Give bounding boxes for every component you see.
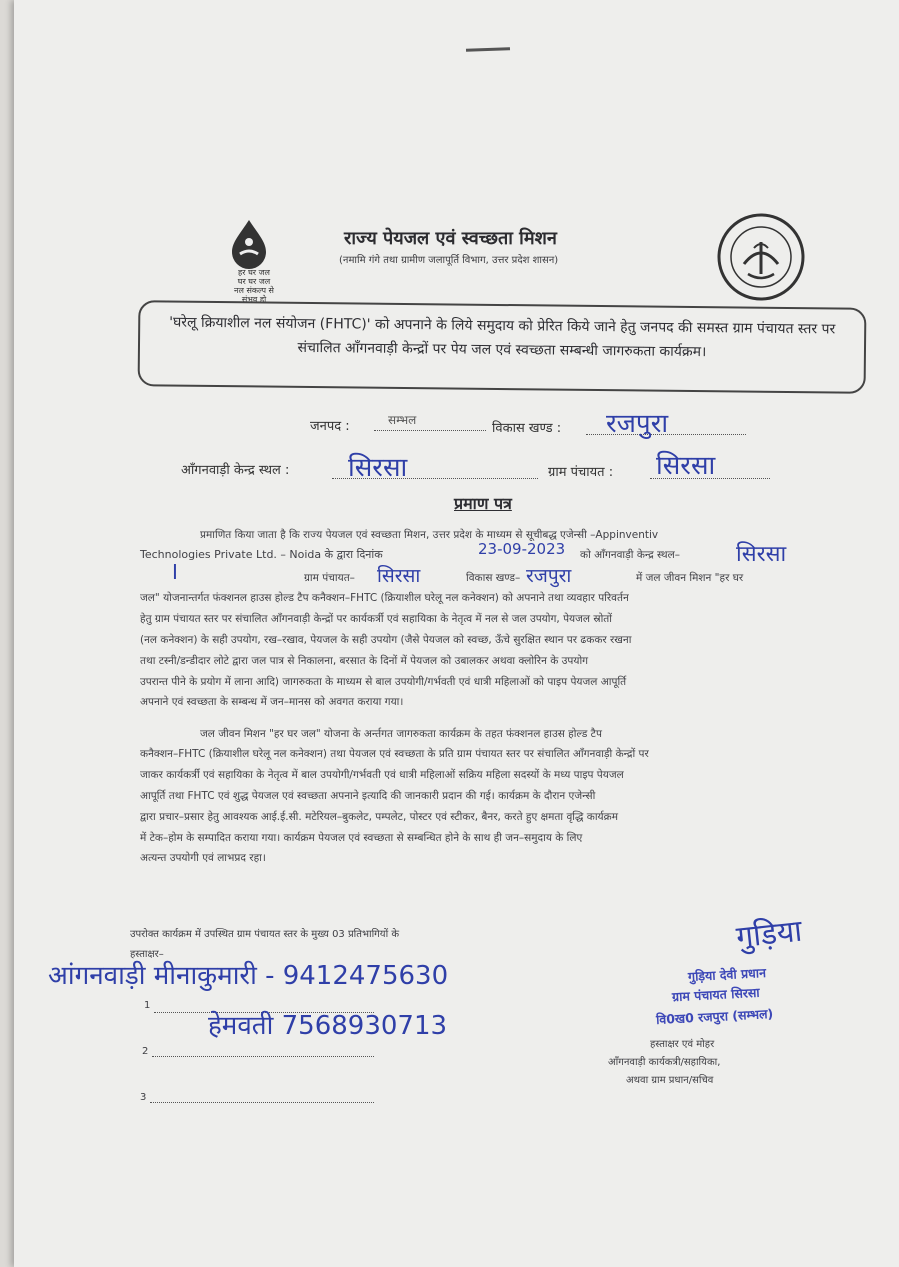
para1-line3a: ग्राम पंचायत–: [304, 572, 355, 584]
gram-handwritten-2: सिरसा: [377, 565, 421, 587]
para2-line5: द्वारा प्रचार–प्रसार हेतु आवश्यक आई.ई.सी. मटेरियल–बुकलेट, पम्पलेट, पोस्टर एवं स्टीकर, बैनर, करते हुए क्षमता वृद्धि कार्यक्रम: [140, 811, 618, 823]
date-handwritten: 23-09-2023: [478, 540, 566, 558]
stamp-line-1: गुड़िया देवी प्रधान: [687, 964, 767, 985]
certificate-page: [14, 0, 899, 1267]
participant-2-handwritten: हेमवती 7568930713: [208, 1011, 448, 1041]
participant-1-handwritten: आंगनवाड़ी मीनाकुमारी - 9412475630: [48, 961, 449, 991]
anganwadi-kendra-label: ऑंगनवाड़ी केन्द्र स्थल :: [181, 463, 290, 478]
vikas-handwritten-2: रजपुरा: [526, 565, 572, 587]
para2-line7: अत्यन्त उपयोगी एवं लाभप्रद रहा।: [140, 852, 266, 864]
banner-text: 'घरेलू क्रियाशील नल संयोजन (FHTC)' को अपनाने के लिये समुदाय को प्रेरित किये जाने हेतु जनपद की समस्त ग्राम पंचायत स्तर पर संचालित ऑंगनवाड़ी केन्द्रों पर पेय जल एवं स्वच्छता सम्बन्धी जागरुकता कार्यक्रम।: [169, 314, 836, 361]
gram-panchayat-label: ग्राम पंचायत :: [548, 465, 614, 480]
para1-line7: तथा टस्नी/डन्डीदार लोटे द्वारा जल पात्र से निकालना, बरसात के दिनों में पेयजल को उबालकर अथवा क्लोरिन के उपयोग: [140, 655, 589, 667]
anganwadi-kendra-handwritten: सिरसा: [348, 453, 408, 483]
para2-line2: कनैक्शन–FHTC (क्रियाशील घरेलू नल कनेक्शन) तथा पेयजल एवं स्वच्छता के प्रति ग्राम पंचायत स्तर पर संचालित ऑंगनवाड़ी केन्द्रों पर: [140, 748, 649, 760]
signature-caption-1: हस्ताक्षर एवं मोहर: [650, 1039, 715, 1050]
participant-3-dotline: [150, 1088, 374, 1103]
para1-line2a: Technologies Private Ltd. – Noida के द्वारा दिनांक: [140, 548, 383, 561]
mark-handwritten: I: [172, 560, 178, 584]
para1-line1: प्रमाणित किया जाता है कि राज्य पेयजल एवं स्वच्छता मिशन, उत्तर प्रदेश के माध्यम से सूचीबद्ध एजेन्सी –Appinventiv: [200, 529, 659, 541]
participant-2-dotline: [152, 1042, 374, 1057]
para1-line3b: विकास खण्ड–: [466, 572, 521, 584]
signature-scribble: गुड़िया: [734, 913, 804, 956]
vikas-khand-handwritten: रजपुरा: [606, 409, 669, 439]
water-drop-logo-icon: [228, 218, 270, 270]
logo-caption: हर घर जल घर घर जल नल संकल्प से संभव हो: [234, 268, 274, 304]
kendra-handwritten-2: सिरसा: [736, 542, 787, 567]
page-subtitle: (नमामि गंगे तथा ग्रामीण जलापूर्ति विभाग, उत्तर प्रदेश शासन): [339, 255, 559, 266]
participant-1-number: 1: [144, 1000, 151, 1011]
para1-line4: जल" योजनान्तर्गत फंक्शनल हाउस होल्ड टैप कनैक्शन–FHTC (क्रियाशील घरेलू नल कनेक्शन) को अपनाने तथा व्यवहार परिवर्तन: [140, 592, 629, 604]
participant-2-number: 2: [142, 1046, 149, 1057]
page-title: राज्य पेयजल एवं स्वच्छता मिशन: [344, 228, 557, 249]
program-banner: [138, 300, 867, 394]
para2-line1: जल जीवन मिशन "हर घर जल" योजना के अर्न्तगत जागरुकता कार्यक्रम के तहत फंक्शनल हाउस होल्ड टैप: [200, 728, 602, 740]
para1-line8: उपरान्त पीने के प्रयोग में लाना आदि) जागरुकता के माध्यम से बाल उपयोगी/गर्भवती एवं धात्री महिलाओं को पाइप पेयजल आपूर्ति: [140, 676, 627, 688]
para2-line3: जाकर कार्यकर्त्री एवं सहायिका के नेतृत्व में बाल उपयोगी/गर्भवती एवं धात्री महिलाओं सक्रिय महिला सदस्यों के मध्य पाइप पेयजल: [140, 769, 624, 781]
para2-line4: आपूर्ति तथा FHTC एवं शुद्ध पेयजल एवं स्वच्छता अपनाने इत्यादि की जानकारी प्रदान की गई। कार्यक्रम के दौरान एजेन्सी: [140, 790, 596, 802]
participants-intro2: हस्ताक्षर–: [130, 949, 164, 960]
signature-caption-2: ऑंगनवाड़ी कार्यकत्री/सहायिका,: [608, 1057, 721, 1068]
para1-line9: अपनाने एवं स्वच्छता के सम्बन्ध में जन–मानस को अवगत कराया गया।: [140, 696, 404, 708]
top-dash-mark: [466, 47, 510, 52]
gram-panchayat-handwritten: सिरसा: [656, 451, 716, 481]
para1-line5: हेतु ग्राम पंचायत स्तर पर संचालित ऑंगनवाड़ी केन्द्रों पर कार्यकर्त्री एवं सहायिका के नेतृत्व में नल से जल उपयोग, पेयजल स्रोतों: [140, 613, 612, 625]
government-seal-icon: [716, 212, 806, 302]
participant-3-number: 3: [140, 1092, 147, 1103]
signature-caption-3: अथवा ग्राम प्रधान/सचिव: [626, 1075, 714, 1086]
janpad-value: सम्भल: [388, 413, 417, 427]
participants-intro: उपरोक्त कार्यक्रम में उपस्थित ग्राम पंचायत स्तर के मुख्य 03 प्रतिभागियों के: [130, 929, 400, 940]
para1-line3c: में जल जीवन मिशन "हर घर: [636, 572, 744, 584]
para1-line2b: को आँगनवाड़ी केन्द्र स्थल–: [580, 549, 680, 561]
janpad-label: जनपद :: [310, 419, 350, 434]
vikas-khand-label: विकास खण्ड :: [492, 421, 562, 436]
stamp-line-3: वि0ख0 रजपुरा (सम्भल): [655, 1005, 774, 1028]
stamp-line-2: ग्राम पंचायत सिरसा: [671, 984, 760, 1005]
para2-line6: में टेक–होम के सम्पादित कराया गया। कार्यक्रम पेयजल एवं स्वच्छता से सम्बन्धित होने के साथ ही जन–समुदाय के लिए: [140, 832, 583, 844]
certificate-heading: प्रमाण पत्र: [454, 494, 512, 513]
para1-line6: (नल कनेक्शन) के सही उपयोग, रख–रखाव, पेयजल के सही उपयोग (जैसे पेयजल को स्वच्छ, ऊँचे सुरक्षित स्थान पर ढककर रखना: [140, 634, 632, 646]
